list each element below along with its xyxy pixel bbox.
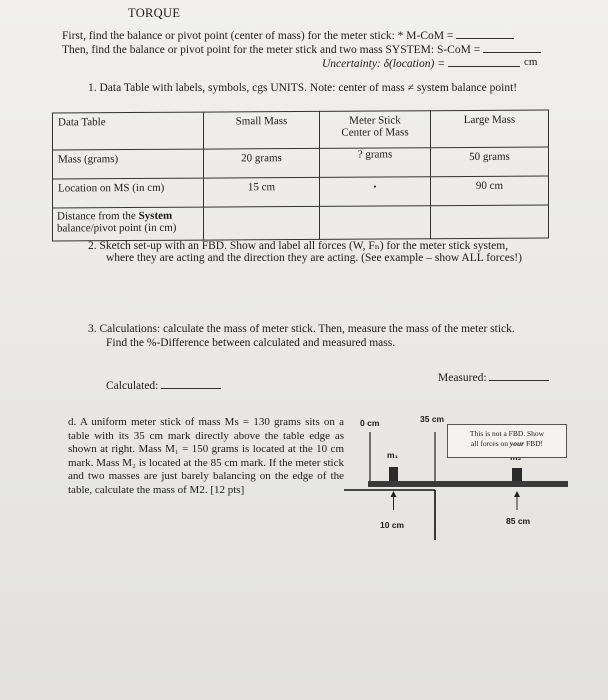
calculated-label: Calculated: <box>106 380 159 392</box>
meter-stick-com-blank[interactable] <box>456 28 514 39</box>
question-1: 1. Data Table with labels, symbols, cgs UNITS. Note: center of mass ≠ system balance point! <box>88 82 518 94</box>
ten-cm-label: 10 cm <box>380 520 405 530</box>
table-header-cell: Large Mass <box>431 110 549 148</box>
measured-label: Measured: <box>438 372 487 384</box>
table-header-row <box>53 110 549 150</box>
fbd-note-line-b <box>450 439 564 449</box>
uncertainty-text: Uncertainty: δ(location) = <box>322 58 445 70</box>
meter-stick-com-line <box>62 28 514 42</box>
uncertainty-line <box>322 56 520 70</box>
table-cell[interactable]: 20 grams <box>204 148 320 178</box>
question-3-line-b: Find the %-Difference between calculated and measured mass. <box>106 337 396 349</box>
table-cell[interactable] <box>204 206 320 240</box>
table-cell[interactable]: 50 grams <box>431 147 549 177</box>
measured-line <box>438 370 549 384</box>
table-header-cell: Small Mass <box>204 111 320 149</box>
meter-stick-com-text: First, find the balance or pivot point (center of mass) for the meter stick: * M-CoM = <box>62 30 454 42</box>
calculated-blank[interactable] <box>161 378 221 389</box>
mass-1-label: m₁ <box>387 450 399 460</box>
ten-cm-arrowhead <box>391 491 397 497</box>
balance-figure <box>340 410 570 540</box>
fbd-note-post: FBD! <box>524 439 544 448</box>
zero-cm-label: 0 cm <box>360 418 380 428</box>
question-2-line-a: 2. Sketch set-up with an FBD. Show and label all forces (W, Fₙ) for the meter stick system, <box>88 240 509 252</box>
meter-stick <box>368 481 568 487</box>
fbd-note-pre: all forces on <box>470 439 510 448</box>
eighty-five-cm-label: 85 cm <box>506 516 531 526</box>
eighty-five-cm-arrowhead <box>514 491 520 497</box>
calculated-line <box>106 378 221 392</box>
measured-blank[interactable] <box>489 370 549 381</box>
table-cell: Mass (grams) <box>53 149 204 179</box>
table-header-cell: Data Table <box>53 112 204 150</box>
thirty-five-cm-label: 35 cm <box>420 414 445 424</box>
row3-label-a: Distance from the <box>57 209 139 223</box>
worksheet-title: TORQUE <box>128 6 181 20</box>
table-cell: Location on MS (in cm) <box>53 178 204 208</box>
table-cell <box>53 207 204 241</box>
part-d-problem: d. A uniform meter stick of mass Ms = 130 grams sits on a table with its 35 cm mark directly above the table edge as shown at right. Mass M₁ = 150 grams is located at the 10 cm mark. Mass M₂ is located at the 85 cm mark. If the meter stick and two masses are just barely balancing on the edge of the table, calculate the mass of M2. [12 pts] <box>68 416 344 496</box>
table-cell[interactable]: ? grams <box>320 148 431 178</box>
system-com-text: Then, find the balance or pivot point for the meter stick and two mass SYSTEM: S-CoM = <box>62 44 481 56</box>
table-cell[interactable] <box>320 177 431 207</box>
mass-2-block <box>512 468 522 481</box>
row3-label-bold: System <box>138 209 173 222</box>
table-cell[interactable] <box>320 206 431 240</box>
fbd-note-box <box>447 424 567 458</box>
question-3-line-a: 3. Calculations: calculate the mass of meter stick. Then, measure the mass of the meter stick. <box>88 323 515 335</box>
table-row <box>53 147 549 179</box>
table-cell[interactable] <box>431 205 549 239</box>
question-2-line-b: where they are acting and the direction they are acting. (See example – show ALL forces!) <box>106 252 522 264</box>
table-row <box>53 176 549 208</box>
table-header-cell <box>320 111 431 149</box>
fbd-note-line-a: This is not a FBD. Show <box>469 429 545 438</box>
stray-dot: • <box>373 181 377 192</box>
uncertainty-blank[interactable] <box>448 56 520 67</box>
system-com-line <box>62 42 541 56</box>
meter-header-line-b: Center of Mass <box>341 126 409 139</box>
uncertainty-unit: cm <box>524 56 538 68</box>
system-com-blank[interactable] <box>483 42 541 53</box>
mass-1-block <box>389 467 398 481</box>
table-cell[interactable]: 90 cm <box>431 176 549 206</box>
data-table <box>52 109 549 241</box>
meter-header-line-a: Meter Stick <box>349 114 401 127</box>
fbd-note-em: your <box>509 439 525 448</box>
table-cell[interactable]: 15 cm <box>204 177 320 207</box>
table-row <box>53 205 549 241</box>
row3-label-b: balance/pivot point (in cm) <box>57 221 177 235</box>
